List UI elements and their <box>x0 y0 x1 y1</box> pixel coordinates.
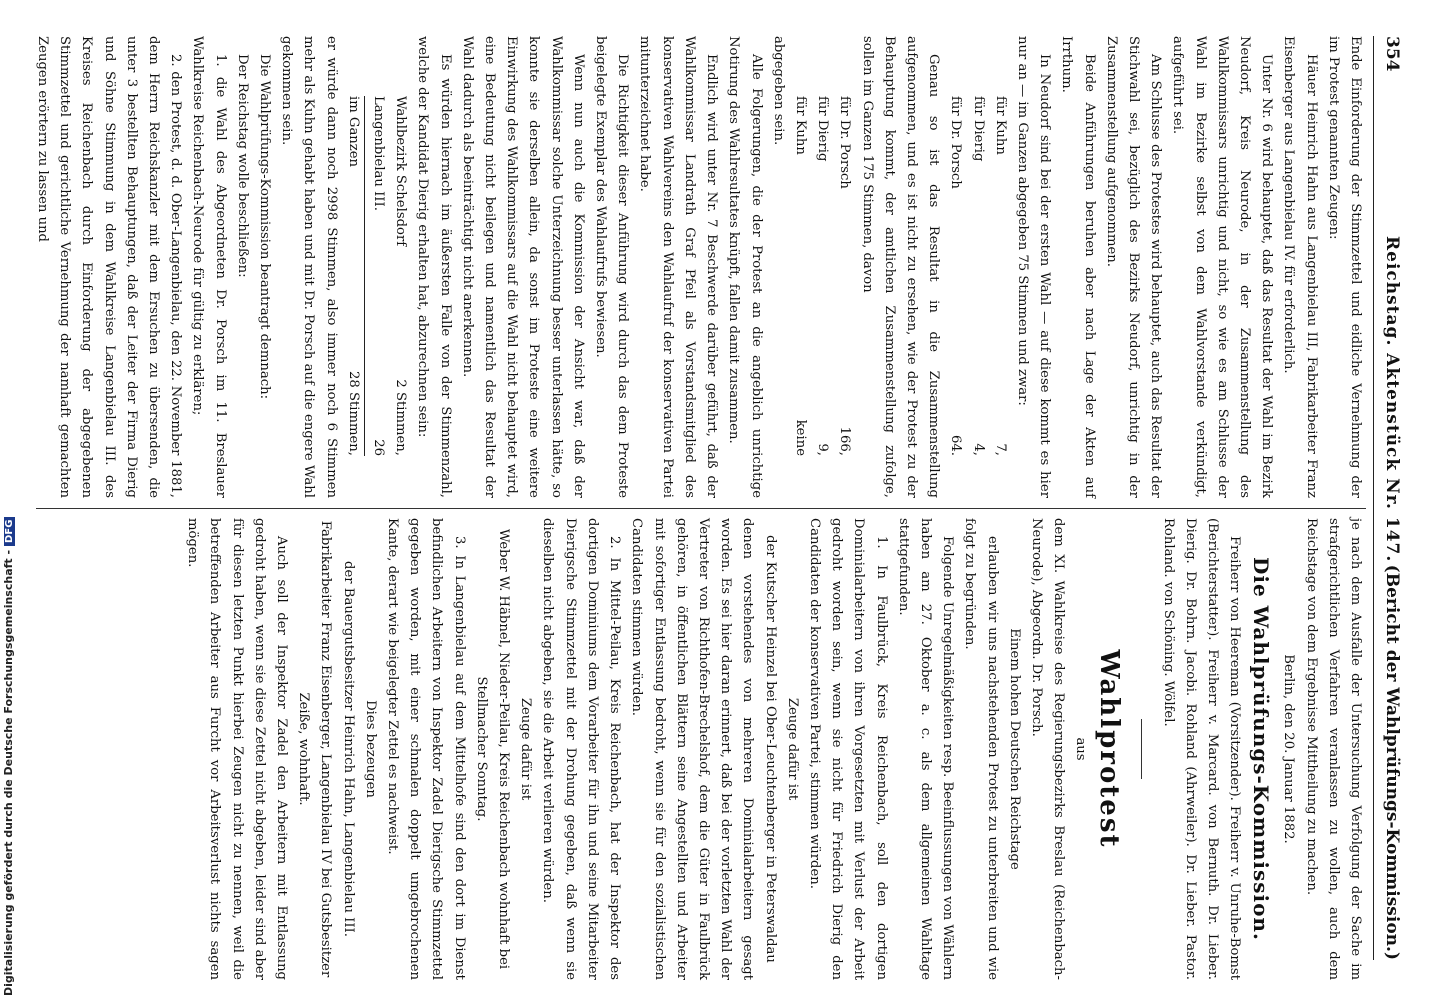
paragraph: erlauben wir uns nachstehenden Protest zu unterbreiten und wie folgt zu begründen. <box>962 518 1000 980</box>
paragraph: er würde dann noch 2998 Stimmen, also immer noch 6 Stimmen mehr als Kuhn gehabt haben und mit Dr. Porsch auf die engere Wahl gekommen sein. <box>279 36 339 498</box>
column-divider <box>36 508 1366 509</box>
vote-value: 26 <box>371 439 387 456</box>
vote-table-3 <box>342 96 412 456</box>
right-column <box>181 518 1366 980</box>
witness-name: der Kutscher Heinzel bei Ober-Leuchtenberger in Peterswaldau <box>762 535 778 963</box>
paragraph: Wenn nun auch die Kommission der Ansicht war, daß der Wahlkommissar solche Unterzeichnung besser unterlassen hätte, so konnte sie derselben allein, da sonst im Proteste eine weitere Einwirkung des Wahlkommissars auf die Wahl nicht behauptet wird, eine Bedeutung nicht beilegen und namentlich das Resultat der Wahl dadurch als beeinträchtigt nicht anerkennen. <box>459 36 586 498</box>
paragraph: In Neudorf sind bei der ersten Wahl — auf diese kommt es hier nur an — im Ganzen abgegeben 75 Stimmen und zwar: <box>1014 36 1053 498</box>
paragraph: Die Richtigkeit dieser Anführung wird durch das dem Proteste beigelegte Exemplar des Wahlaufrufs bewiesen. <box>593 36 631 498</box>
paragraph: Die Wahlprüfungs-Kommission beantragt demnach: <box>257 54 273 400</box>
date-line: Berlin, den 20. Januar 1882. <box>1281 654 1297 844</box>
paragraph: Häuer Heinrich Hahn aus Langenbielau III, Fabrikarbeiter Franz Eisenberger aus Langenbielau IV. für erforderlich. <box>1281 36 1319 498</box>
vote-row <box>944 96 966 456</box>
left-column <box>31 36 1366 498</box>
header-subtitle: (Bericht der Wahlprüfungs-Kommission.) <box>1382 564 1402 960</box>
section-divider <box>1141 719 1142 779</box>
vote-table-2 <box>789 96 856 456</box>
paragraph: Auch soll der Inspektor Zadel den Arbeitern mit Entlassung gedroht haben, wenn sie diese Zettel nicht abgeben, leider sind aber für diesen letzten Punkt hierbei Zeugen nicht zu nennen, weil die betreffenden Arbeiter aus Furcht vor Arbeitsverlust nichts sagen mögen. <box>185 518 290 980</box>
paragraph: 1. die Wahl des Abgeordneten Dr. Porsch im 11. Breslauer Wahlkreise Reichenbach-Neurode für gültig zu erklären; <box>190 36 228 498</box>
vote-name: für Dierig <box>815 96 831 162</box>
vote-name: Langenbielau III. <box>371 96 387 211</box>
paragraph: je nach dem Ausfalle der Untersuchung Verfolgung der Sache im strafgerichtlichen Verfahren veranlassen zu wollen, auch dem Reichstage von dem Ergebnisse Mittheilung zu machen. <box>1303 518 1363 980</box>
vote-value: 7, <box>992 443 1008 456</box>
page-header <box>1376 36 1402 960</box>
witness-label: Zeuge dafür ist <box>784 697 800 801</box>
paragraph: 2. den Protest, d. d. Ober-Langenbielau, den 22. November 1881, dem Herrn Reichskanzler mit dem Ersuchen zu übersenden, die unter 3 bestellten Behauptungen, daß der Leiter der Firma Dierig und Söhne Stimmung in dem Wahlkreise Langenbielau III. des Kreises Reichenbach durch Einforderung der abgegebenen Stimmzettel und gerichtliche Vernehmung der namhaft gemachten Zeugen erörtern zu lassen und <box>35 36 184 498</box>
paragraph: Genau so ist das Resultat in die Zusammenstellung aufgenommen, und es ist nicht zu ersehen, wie der Protest zu der Behauptung kommt, der amtlichen Zusammenstellung zufolge, sollen im Ganzen 175 Stimmen, davon <box>859 36 942 498</box>
paragraph: Alle Folgerungen, die der Protest an die angeblich unrichtige Notirung des Wahlresultates knüpft, fallen damit zusammen. <box>726 36 764 498</box>
paragraph: dem XI. Wahlkreise des Regierungsbezirks Breslau (Reichenbach-Neurode), Abgeordn. Dr. Porsch. <box>1028 518 1067 980</box>
vote-value: 2 Stimmen, <box>393 379 409 456</box>
paragraph: 1. In Faulbrück, Kreis Reichenbach, soll den dortigen Dominialarbeitern von ihren Vorgesetzten mit Verlust der Arbeit gedroht worden sein, wenn sie nicht für Friedrich Dierig den Candidaten der konservativen Partei, stimmen würden. <box>806 518 889 980</box>
vote-total-row <box>342 96 365 456</box>
witness-name: der Bauergutsbesitzer Heinrich Hahn, Langenbielau III. Fabrikarbeiter Franz Eisenberger, Langenbielau IV bei Gutsbesitzer Zeiße, wohnhaft. <box>296 520 356 978</box>
paragraph: 3. In Langenbielau auf dem Mittelhofe sind den dort im Dienst befindlichen Arbeitern von Inspektor Zadel Dierigsche Stimmzettel gegeben worden, mit einer schmalen doppelt umgebrochenen Kante, derart wie beigelegter Zettel es nachweist. <box>385 518 467 980</box>
paragraph: denen vorstehendes von mehreren Dominialarbeitern gesagt worden. Es sei hier daran erinnert, daß bei der vorletzten Wahl der Vertreter von Richthofen-Brechelshof, dem die Güter in Faulbrück gehören, in öffentlichen Blättern seine Angestellten und Arbeiter mit sofortiger Entlassung bedroht, wenn sie für den sozialistischen Candidaten stimmen würden. <box>629 518 756 980</box>
vote-row <box>367 96 389 456</box>
header-rule <box>1373 36 1374 960</box>
paragraph: Endlich wird unter Nr. 7 Beschwerde darüber geführt, daß der Wahlkommissar Landrath Graf Pfeil als Vorstandsmitglied des konservativen Wahlvereins den Wahlaufruf der konservativen Partei mitunterzeichnet habe. <box>637 36 720 498</box>
funding-credit-text: Digitalisierung gefördert durch die Deutsche Forschungsgemeinschaft - <box>2 549 15 996</box>
vote-row <box>389 96 411 456</box>
paragraph: abgegeben sein. <box>770 36 786 146</box>
witness-label: Zeuge dafür ist <box>518 697 534 801</box>
header-section: Reichstag. Aktenstück Nr. 147. <box>1382 236 1402 563</box>
document-title: Wahlprotest <box>1094 649 1125 849</box>
vote-row <box>789 96 811 456</box>
vote-name: Wahlbezirk Schelsdorf <box>393 96 409 247</box>
vote-row <box>989 96 1011 456</box>
vote-value: 4, <box>970 443 986 456</box>
vote-name: für Kuhn <box>992 96 1008 155</box>
vote-row <box>966 96 988 456</box>
vote-name: für Kuhn <box>792 96 808 155</box>
salutation: Einem hohen Deutschen Reichstage <box>1006 628 1022 870</box>
vote-table-1 <box>944 96 1011 456</box>
dfg-logo: DFG <box>4 517 15 546</box>
vote-name: für Dr. Porsch <box>948 96 964 189</box>
vote-value: keine <box>792 419 808 456</box>
vote-value: 64. <box>948 435 964 456</box>
vote-name: für Dierig <box>970 96 986 162</box>
paragraph: Der Reichstag wolle beschließen: <box>234 54 250 278</box>
vote-value: 9, <box>815 443 831 456</box>
paragraph: Folgende Unregelmäßigkeiten resp. Beeinflussungen von Wählern haben am 27. Oktober a. c. als dem allgemeinen Wahltage stattgefunden. <box>895 518 956 980</box>
witness-name: Weber W. Häbnel, Nieder-Peilau, Kreis Reichenbach wohnhaft bei Stellmacher Sonntag. <box>473 528 512 970</box>
paragraph: Beide Anführungen beruhen aber nach Lage der Akten auf Irrthum. <box>1059 36 1097 498</box>
member-list: Freiherr von Heereman (Vorsitzender). Freiherr v. Unruhe-Bomst (Berichterstatter). Freiherr v. Marcard. von Bernuth. Dr. Lieber. Dierig. Dr. Bohrn. Jacobi. Rohland (Ahrweiler). Dr. Lieber. Pastor. Rohland. von Schöning. Wölfel. <box>1160 518 1243 980</box>
vote-total-label: im Ganzen <box>345 96 361 168</box>
paragraph: Ende Einforderung der Stimmzettel und eidliche Vernehmung der im Protest genannten Zeugen: <box>1325 36 1363 498</box>
title-aus: aus <box>1073 737 1089 761</box>
paragraph: Am Schlusse des Protestes wird behauptet, auch das Resultat der Stichwahl sei, bezüglich des Bezirks Neudorf, unrichtig in der Zusammenstellung aufgenommen. <box>1103 36 1164 498</box>
paragraph: 2. In Mittel-Peilau, Kreis Reichenbach, hat der Inspektor des dortigen Dominiums dem Vorarbeiter für ihn und seine Mitarbeiter Dierigsche Stimmzettel mit der Drohung gegeben, daß wenn sie dieselben nicht abgeben, sie die Arbeit verlieren würden. <box>540 518 623 980</box>
vote-row <box>833 96 855 456</box>
page-number: 354 <box>1382 36 1402 72</box>
vote-value: 166, <box>837 426 853 456</box>
vote-total-value: 28 Stimmen, <box>345 370 361 456</box>
commission-title: Die Wahlprüfungs-Kommission. <box>1249 557 1274 941</box>
paragraph: Es würden hiernach im äußersten Falle von der Stimmenzahl, welche der Kandidat Dierig erhalten hat, abzurechnen sein: <box>415 36 453 498</box>
paragraph: Unter Nr. 6 wird behauptet, daß das Resultat der Wahl im Bezirk Neudorf, Kreis Neurode, in der Zusammenstellung des Wahlkommissars unrichtig und nicht, so wie es am Schlusse der Wahl im Bezirke selbst von dem Wahlvorstande verkündigt, aufgeführt sei. <box>1170 36 1275 498</box>
vote-name: für Dr. Porsch <box>837 96 853 189</box>
vote-row <box>811 96 833 456</box>
witness-label: Dies bezeugen <box>362 700 378 798</box>
